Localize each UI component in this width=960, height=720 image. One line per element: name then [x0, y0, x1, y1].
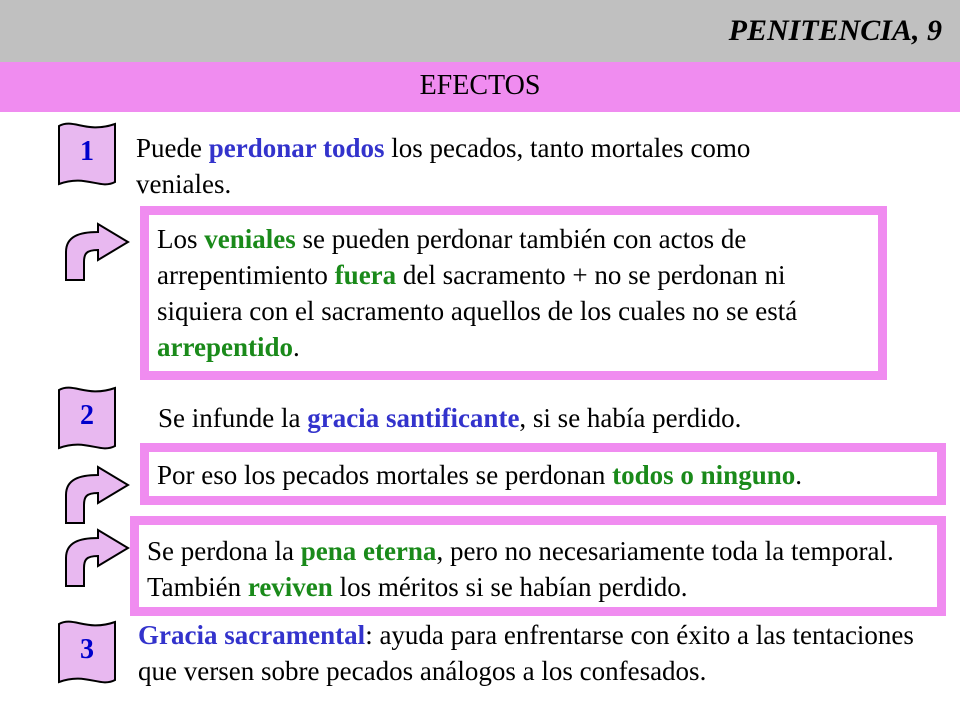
item-1-badge	[56, 120, 118, 188]
item-2-number: 2	[80, 400, 94, 431]
item-2-text: Se infunde la gracia santificante, si se había perdido.	[158, 403, 742, 433]
item-1-number: 1	[80, 136, 94, 167]
section-title: EFECTOS	[419, 70, 541, 101]
item-3-text: Gracia sacramental: ayuda para enfrentarse con éxito a las tentaciones que versen sobre pecados análogos a los confesados.	[138, 620, 914, 686]
item-2-badge	[56, 384, 118, 452]
slide-title: PENITENCIA, 9	[728, 14, 942, 47]
item-3-badge	[56, 618, 118, 686]
note-veniales-text: Los veniales se pueden perdonar también con actos de arrepentimiento fuera del sacramento + no se perdonan ni siquiera con el sacramento aquellos de los cuales no se está arrepentido.	[157, 224, 798, 362]
curved-arrow-icon	[62, 222, 132, 282]
curved-arrow-icon	[62, 528, 132, 588]
note-pena-text: Se perdona la pena eterna, pero no necesariamente toda la temporal. También reviven los méritos si se habían perdido.	[147, 536, 894, 602]
section-bar	[0, 62, 960, 112]
note-box-todos-o-ninguno	[140, 443, 946, 505]
item-3-number: 3	[80, 634, 94, 665]
curved-arrow-icon	[62, 465, 132, 525]
header-bar	[0, 0, 960, 62]
note-box-pena-eterna	[130, 516, 946, 616]
item-1-text: Puede perdonar todos los pecados, tanto mortales como veniales.	[136, 133, 751, 199]
note-box-veniales	[140, 206, 887, 380]
note-todos-text: Por eso los pecados mortales se perdonan todos o ninguno.	[157, 460, 802, 490]
